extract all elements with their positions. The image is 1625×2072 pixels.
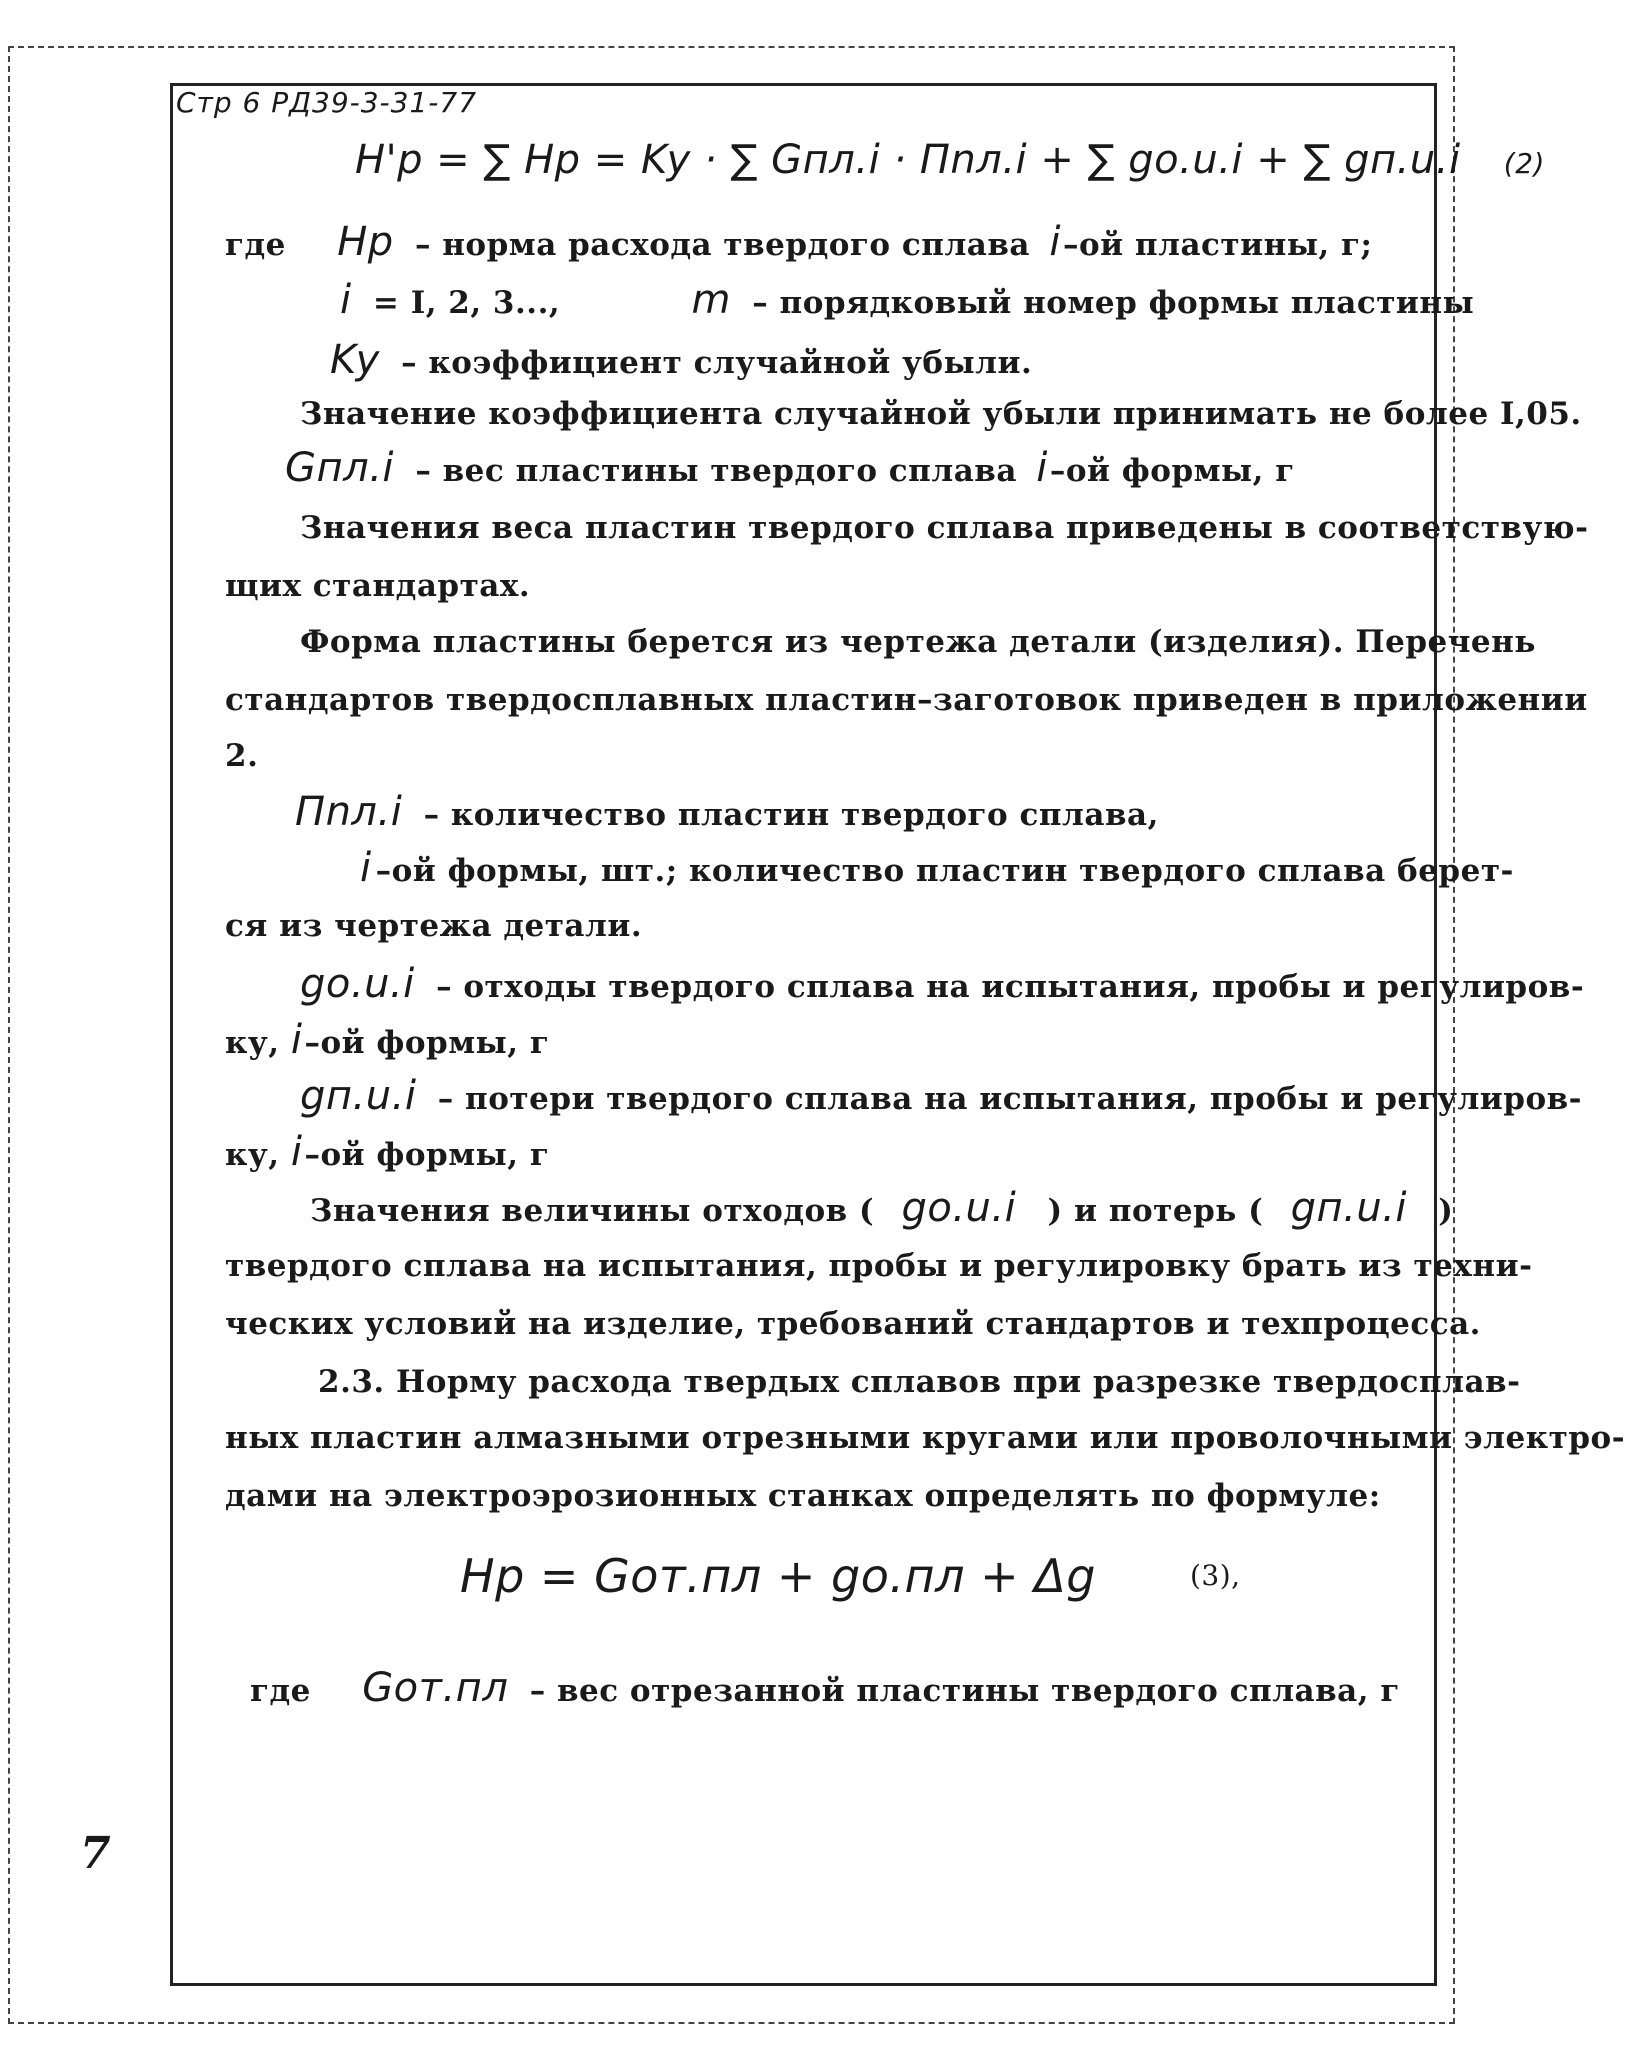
line-11	[295, 789, 1159, 835]
symbol-gou: gо.u.i	[300, 961, 415, 1007]
line-5	[285, 445, 1295, 491]
symbol-npl: Пnл.i	[295, 789, 403, 835]
line-25-text: – вес отрезанной пластины твердого сплава, г	[529, 1673, 1400, 1709]
line-10: 2.	[225, 738, 259, 774]
formula-3	[460, 1549, 1096, 1603]
line-11-text: – количество пластин твердого сплава,	[423, 797, 1159, 833]
line-2-tail: – порядковый номер формы пластины	[752, 285, 1475, 321]
symbol-i: i	[1036, 445, 1048, 491]
symbol-ky: Ky	[330, 337, 380, 383]
formula-3-expression: Hp = Gот.пл + gо.пл + Δg	[460, 1549, 1096, 1603]
symbol-i: i	[290, 1017, 303, 1063]
line-7: щих стандартах.	[225, 568, 531, 604]
line-14	[300, 961, 1585, 1007]
formula-3-number: (3),	[1190, 1559, 1241, 1592]
line-1	[225, 219, 1373, 265]
formula-2	[355, 137, 1545, 184]
line-5-tail: –ой формы, г	[1049, 453, 1295, 489]
line-25	[250, 1665, 1400, 1711]
line-18-part-a: Значения величины отходов (	[310, 1193, 875, 1229]
line-17-prefix: ку,	[225, 1137, 280, 1173]
where-label: где	[225, 227, 286, 263]
line-14-text: – отходы твердого сплава на испытания, пробы и регулиров-	[436, 969, 1585, 1005]
line-1-text: – норма расхода твердого сплава	[414, 227, 1031, 263]
line-17-tail: –ой формы, г	[304, 1137, 550, 1173]
line-2	[340, 277, 1475, 323]
symbol-gpu: gп.u.i	[300, 1073, 417, 1119]
line-4: Значение коэффициента случайной убыли принимать не более I,05.	[300, 396, 1582, 432]
line-8: Форма пластины берется из чертежа детали (изделия). Перечень	[300, 624, 1536, 660]
line-2-text: = I, 2, 3...,	[372, 285, 561, 321]
line-18-part-b: ) и потерь (	[1047, 1193, 1264, 1229]
document-header: Стр 6 РД39-3-31-77	[176, 86, 478, 119]
line-1-tail: –ой пластины, г;	[1062, 227, 1373, 263]
where-label: где	[250, 1673, 311, 1709]
line-3-text: – коэффициент случайной убыли.	[401, 345, 1033, 381]
line-15-prefix: ку,	[225, 1025, 280, 1061]
symbol-gpu: gп.u.i	[1290, 1185, 1407, 1231]
formula-2-number: (2)	[1503, 147, 1545, 180]
line-6: Значения веса пластин твердого сплава приведены в соответствую-	[300, 510, 1589, 546]
symbol-gpl: Gпл.i	[285, 445, 395, 491]
symbol-i: i	[290, 1129, 303, 1175]
line-23: дами на электроэрозионных станках определять по формуле:	[225, 1478, 1381, 1514]
line-21: 2.3. Норму расхода твердых сплавов при разрезке твердосплав-	[318, 1364, 1521, 1400]
line-13: ся из чертежа детали.	[225, 908, 643, 944]
line-12-text: –ой формы, шт.; количество пластин твердого сплава берет-	[375, 853, 1514, 889]
symbol-hp: Hp	[337, 219, 394, 265]
line-9: стандартов твердосплавных пластин–заготовок приведен в приложении	[225, 682, 1588, 718]
line-18-part-c: )	[1438, 1193, 1454, 1229]
line-15-tail: –ой формы, г	[304, 1025, 550, 1061]
line-5-text: – вес пластины твердого сплава	[415, 453, 1017, 489]
line-18	[310, 1185, 1454, 1231]
line-3	[330, 337, 1033, 383]
line-20: ческих условий на изделие, требований стандартов и техпроцесса.	[225, 1306, 1481, 1342]
symbol-i: i	[340, 277, 352, 323]
line-17	[225, 1129, 550, 1175]
line-19: твердого сплава на испытания, пробы и регулировку брать из техни-	[225, 1248, 1533, 1284]
line-16-text: – потери твердого сплава на испытания, пробы и регулиров-	[437, 1081, 1583, 1117]
symbol-m: m	[691, 277, 731, 323]
page-number: 7	[80, 1828, 111, 1879]
symbol-i: i	[360, 845, 372, 891]
line-15	[225, 1017, 550, 1063]
symbol-i: i	[1049, 219, 1061, 265]
line-12	[360, 845, 1514, 891]
symbol-gotpl: Gот.пл	[362, 1665, 509, 1711]
line-22: ных пластин алмазными отрезными кругами или проволочными электро-	[225, 1420, 1625, 1456]
line-16	[300, 1073, 1583, 1119]
symbol-gou: gо.u.i	[901, 1185, 1017, 1231]
formula-2-expression: H'p = ∑ Hp = Ky · ∑ Gпл.i · Пnл.i + ∑ gо.u.i + ∑ gп.u.i	[355, 137, 1461, 183]
